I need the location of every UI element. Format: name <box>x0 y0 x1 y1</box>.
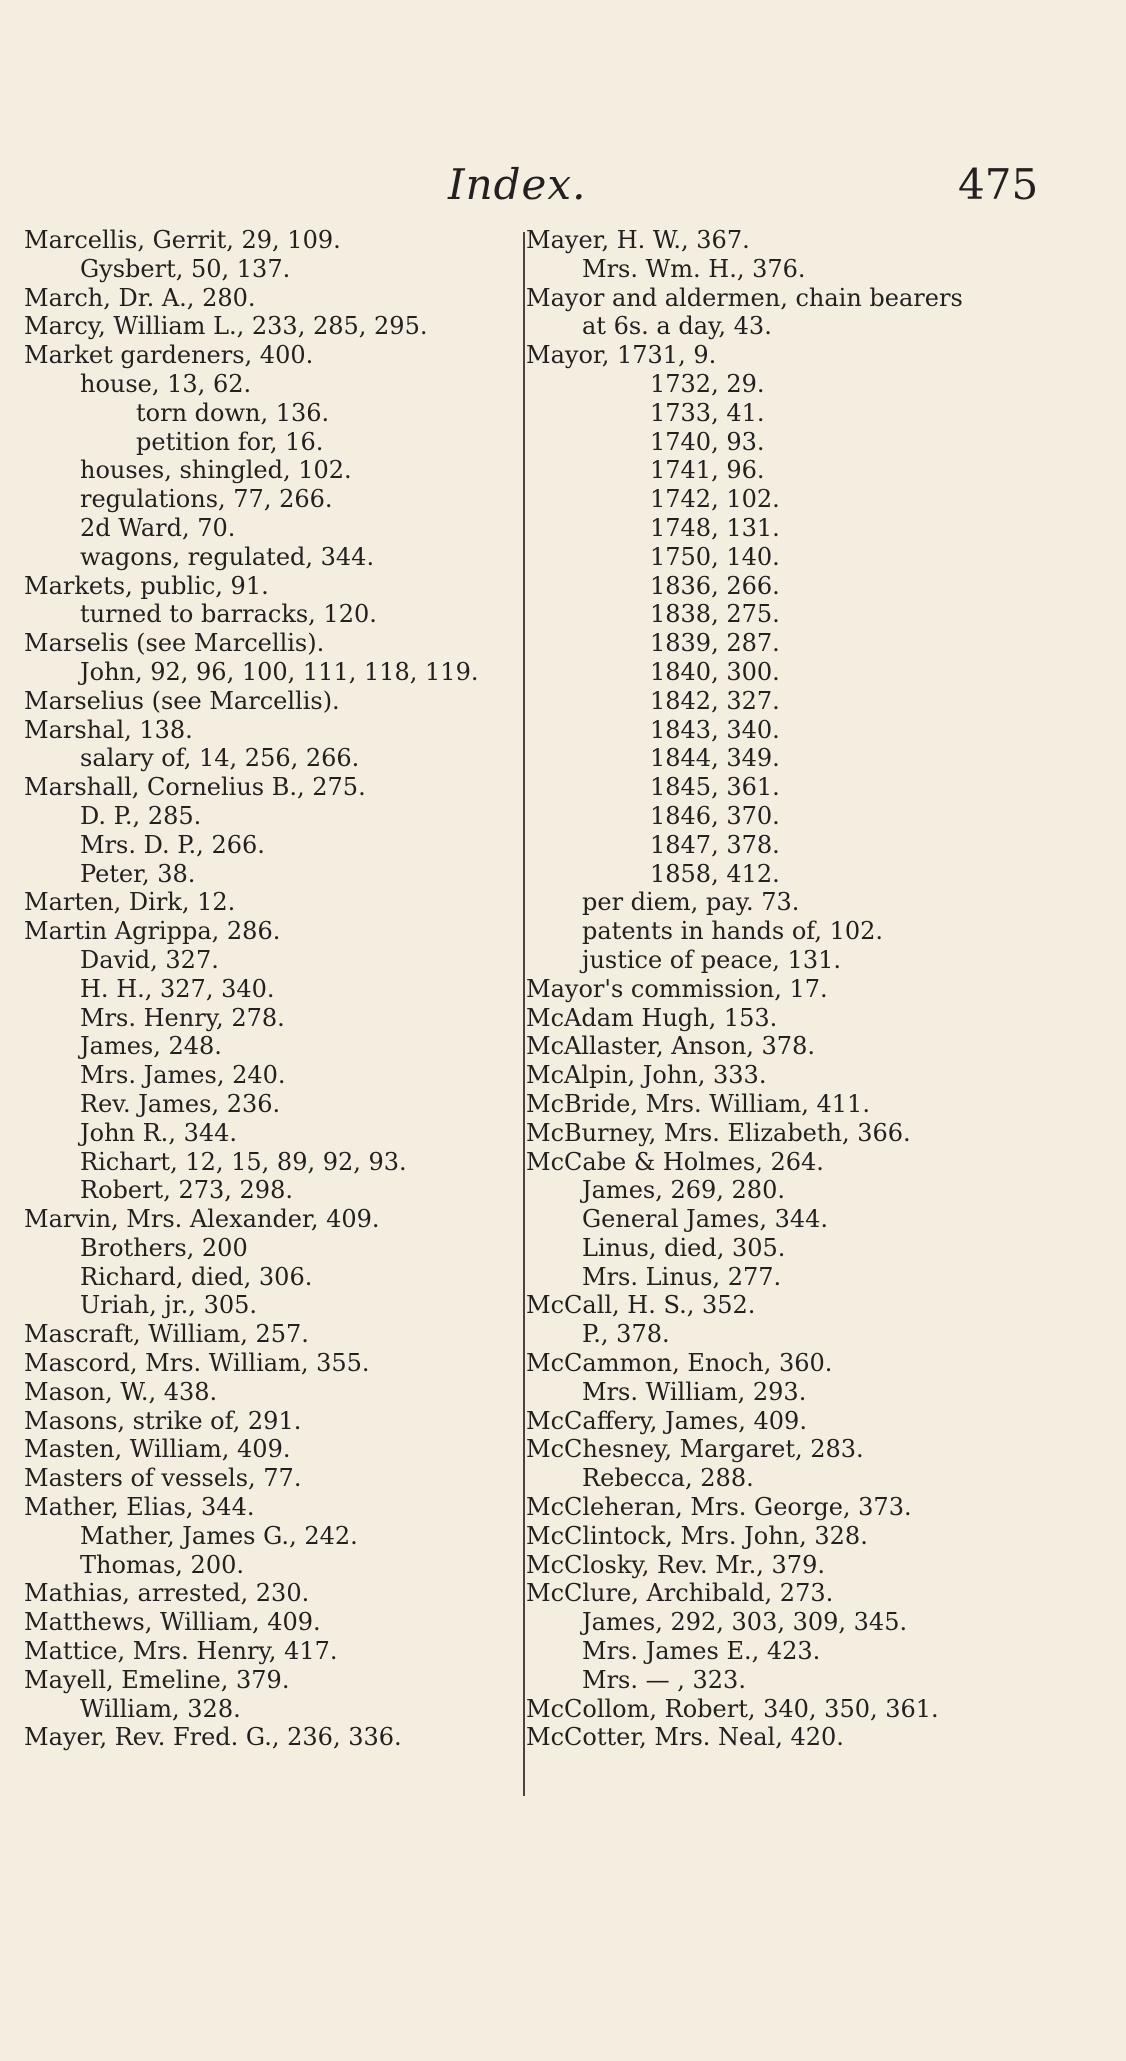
index-entry: Masten, William, 409. <box>24 1435 291 1464</box>
index-entry: Mather, Elias, 344. <box>24 1493 255 1522</box>
index-entry: justice of peace, 131. <box>582 945 841 974</box>
index-entry: 1750, 140. <box>650 542 780 571</box>
index-entry: wagons, regulated, 344. <box>80 542 375 571</box>
index-entry: Mrs. Henry, 278. <box>80 1003 285 1032</box>
index-entry: Matthews, William, 409. <box>24 1608 321 1637</box>
index-entry: Market gardeners, 400. <box>24 341 314 370</box>
index-entry: Marshall, Cornelius B., 275. <box>24 773 366 802</box>
index-entry: McClosky, Rev. Mr., 379. <box>526 1550 825 1579</box>
index-entry: P., 378. <box>582 1320 670 1349</box>
index-entry: McBurney, Mrs. Elizabeth, 366. <box>526 1118 911 1147</box>
index-entry: McAllaster, Anson, 378. <box>526 1032 815 1061</box>
index-entry: 1847, 378. <box>650 830 780 859</box>
index-entry: Marvin, Mrs. Alexander, 409. <box>24 1205 380 1234</box>
index-entry: Mattice, Mrs. Henry, 417. <box>24 1637 338 1666</box>
index-entry: regulations, 77, 266. <box>80 485 333 514</box>
index-entry: 1845, 361. <box>650 773 780 802</box>
index-entry: Mayor and aldermen, chain bearers <box>526 283 963 312</box>
index-entry: General James, 344. <box>582 1205 829 1234</box>
index-entry: per diem, pay. 73. <box>582 888 800 917</box>
index-entry: Richard, died, 306. <box>80 1262 313 1291</box>
column-divider <box>523 232 525 1796</box>
index-entry: McClure, Archibald, 273. <box>526 1579 834 1608</box>
index-entry: McAlpin, John, 333. <box>526 1061 767 1090</box>
left-index-column <box>24 226 524 1752</box>
index-entry: Mrs. James, 240. <box>80 1061 286 1090</box>
index-entry: James, 248. <box>80 1032 222 1061</box>
index-entry: Marcellis, Gerrit, 29, 109. <box>24 226 341 254</box>
index-entry: torn down, 136. <box>136 398 330 427</box>
index-entry: Peter, 38. <box>80 859 196 888</box>
index-entry: McBride, Mrs. William, 411. <box>526 1089 870 1118</box>
index-entry: D. P., 285. <box>80 801 202 830</box>
index-entry: 1742, 102. <box>650 485 780 514</box>
index-entry: Masons, strike of, 291. <box>24 1406 302 1435</box>
index-entry: Marshal, 138. <box>24 715 193 744</box>
index-entry: 1844, 349. <box>650 744 780 773</box>
index-entry: Robert, 273, 298. <box>80 1176 293 1205</box>
index-entry: Rebecca, 288. <box>582 1464 754 1493</box>
right-index-column <box>526 226 1116 1752</box>
index-entry: 1836, 266. <box>650 571 780 600</box>
index-entry: 1858, 412. <box>650 859 780 888</box>
index-entry: 1843, 340. <box>650 715 780 744</box>
index-entry: James, 292, 303, 309, 345. <box>582 1608 908 1637</box>
index-entry: salary of, 14, 256, 266. <box>80 744 360 773</box>
index-entry: Martin Agrippa, 286. <box>24 917 281 946</box>
page-number: 475 <box>958 160 1039 209</box>
index-entry: Mrs. James E., 423. <box>582 1637 821 1666</box>
index-entry: McCammon, Enoch, 360. <box>526 1349 833 1378</box>
index-entry: 2d Ward, 70. <box>80 513 236 542</box>
index-entry: patents in hands of, 102. <box>582 917 884 946</box>
index-entry: McClintock, Mrs. John, 328. <box>526 1521 868 1550</box>
index-entry: Mason, W., 438. <box>24 1377 218 1406</box>
index-entry: Linus, died, 305. <box>582 1233 786 1262</box>
index-entry: Marselis (see Marcellis). <box>24 629 325 658</box>
index-entry: 1748, 131. <box>650 513 780 542</box>
index-entry: Mathias, arrested, 230. <box>24 1579 310 1608</box>
index-entry: 1846, 370. <box>650 801 780 830</box>
index-entry: 1838, 275. <box>650 600 780 629</box>
index-entry: 1840, 300. <box>650 657 780 686</box>
index-entry: 1839, 287. <box>650 629 780 658</box>
index-entry: Mayor, 1731, 9. <box>526 341 717 370</box>
index-entry: Brothers, 200 <box>80 1233 248 1262</box>
index-entry: McCaffery, James, 409. <box>526 1406 807 1435</box>
index-entry: at 6s. a day, 43. <box>582 312 772 341</box>
index-entry: Mrs. Wm. H., 376. <box>582 254 806 283</box>
index-entry: Richart, 12, 15, 89, 92, 93. <box>80 1147 407 1176</box>
index-entry: 1740, 93. <box>650 427 765 456</box>
index-entry: Marten, Dirk, 12. <box>24 888 236 917</box>
index-entry: Mrs. D. P., 266. <box>80 830 265 859</box>
index-entry: Thomas, 200. <box>80 1550 244 1579</box>
index-entry: Mayer, H. W., 367. <box>526 226 750 254</box>
index-entry: James, 269, 280. <box>582 1176 785 1205</box>
index-entry: Uriah, jr., 305. <box>80 1291 257 1320</box>
index-entry: McCollom, Robert, 340, 350, 361. <box>526 1694 939 1723</box>
index-entry: petition for, 16. <box>136 427 324 456</box>
index-entry: Mrs. William, 293. <box>582 1377 807 1406</box>
index-entry: turned to barracks, 120. <box>80 600 377 629</box>
index-entry: McCleheran, Mrs. George, 373. <box>526 1493 912 1522</box>
index-entry: Mascraft, William, 257. <box>24 1320 309 1349</box>
index-entry: Masters of vessels, 77. <box>24 1464 302 1493</box>
index-entry: John, 92, 96, 100, 111, 118, 119. <box>80 657 479 686</box>
index-entry: 1733, 41. <box>650 398 765 427</box>
index-entry: McAdam Hugh, 153. <box>526 1003 778 1032</box>
index-entry: Mayer, Rev. Fred. G., 236, 336. <box>24 1723 402 1752</box>
index-entry: March, Dr. A., 280. <box>24 283 256 312</box>
index-entry: 1732, 29. <box>650 369 765 398</box>
index-entry: house, 13, 62. <box>80 369 252 398</box>
index-entry: H. H., 327, 340. <box>80 974 275 1003</box>
index-entry: houses, shingled, 102. <box>80 456 352 485</box>
index-entry: Mascord, Mrs. William, 355. <box>24 1349 370 1378</box>
index-entry: William, 328. <box>80 1694 241 1723</box>
index-entry: David, 327. <box>80 945 219 974</box>
index-entry: 1842, 327. <box>650 686 780 715</box>
index-entry: Markets, public, 91. <box>24 571 269 600</box>
index-entry: McChesney, Margaret, 283. <box>526 1435 864 1464</box>
page-title: Index. <box>448 160 587 209</box>
index-entry: Mrs. Linus, 277. <box>582 1262 782 1291</box>
index-entry: Marcy, William L., 233, 285, 295. <box>24 312 428 341</box>
index-entry: McCall, H. S., 352. <box>526 1291 756 1320</box>
index-entry: Mayor's commission, 17. <box>526 974 828 1003</box>
index-entry: McCotter, Mrs. Neal, 420. <box>526 1723 844 1752</box>
index-entry: Gysbert, 50, 137. <box>80 254 291 283</box>
index-entry: John R., 344. <box>80 1118 238 1147</box>
index-entry: Mather, James G., 242. <box>80 1521 358 1550</box>
index-entry: Rev. James, 236. <box>80 1089 281 1118</box>
index-entry: Mrs. — , 323. <box>582 1665 746 1694</box>
index-entry: Marselius (see Marcellis). <box>24 686 340 715</box>
index-entry: 1741, 96. <box>650 456 765 485</box>
index-entry: Mayell, Emeline, 379. <box>24 1665 290 1694</box>
index-entry: McCabe & Holmes, 264. <box>526 1147 824 1176</box>
